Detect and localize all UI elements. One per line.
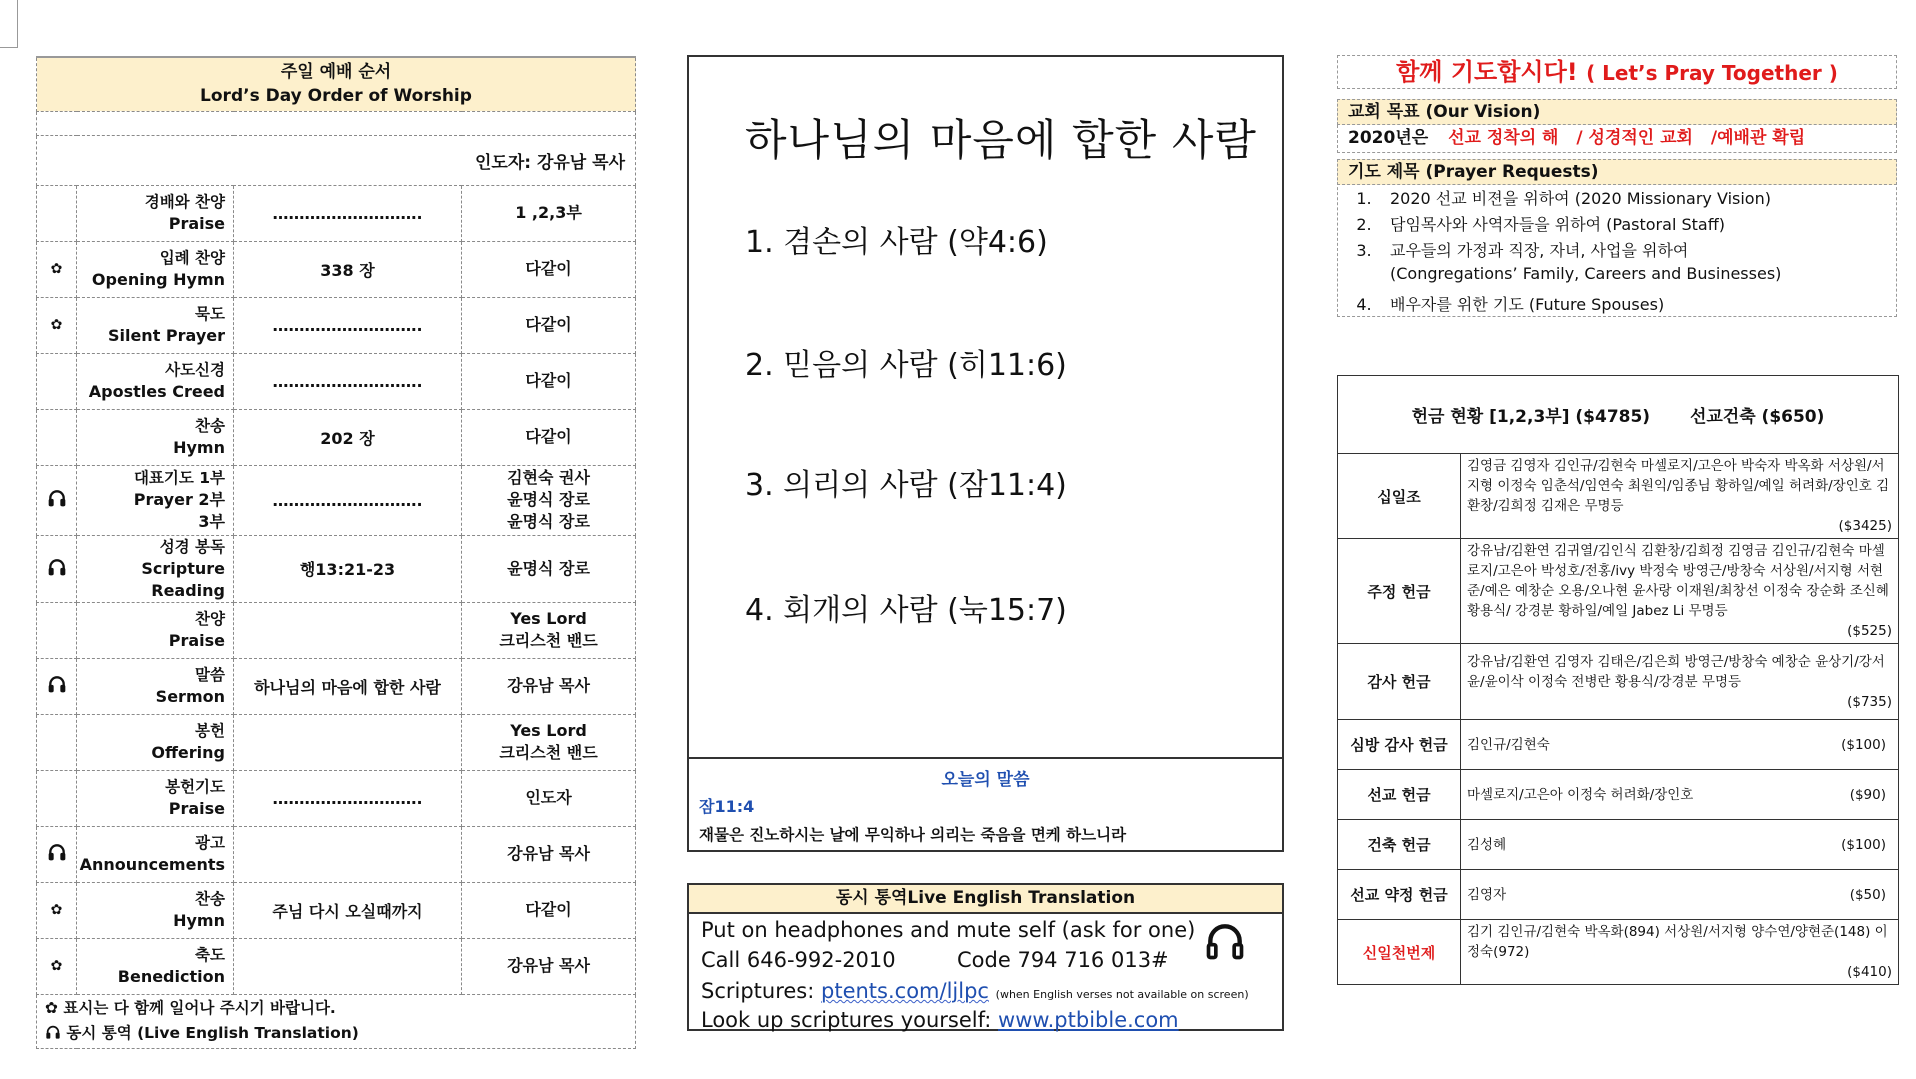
offering-amount: ($50) (1849, 886, 1886, 903)
worship-row (37, 882, 636, 938)
scriptures-note: (when English verses not available on screen) (995, 988, 1249, 1001)
item-name-ko: 봉헌 (195, 722, 225, 740)
prayer-requests-list (1337, 182, 1897, 317)
item-person: 다같이 (525, 900, 572, 919)
offering-amount: ($410) (1847, 964, 1892, 980)
request-number: 3. (1356, 241, 1372, 260)
sermon-panel (687, 55, 1284, 852)
offering-names: 강유남/김환연 김영자 김태은/김은희 방영근/방창숙 예창순 윤상기/강서윤/윤이삭 이정숙 전병란 황용식/강경분 무명등 (1467, 653, 1885, 690)
scriptures-label: Scriptures: (701, 979, 822, 1003)
item-name-extra: 3부 (198, 512, 225, 531)
offering-category: 선교 헌금 (1338, 770, 1461, 820)
worship-row (37, 535, 636, 602)
item-person-cell (462, 602, 636, 658)
item-name-en: Hymn (173, 911, 225, 930)
item-name-cell (77, 353, 234, 409)
worship-row (37, 353, 636, 409)
item-person-cell (462, 938, 636, 994)
todays-verse-text: 재물은 진노하시는 날에 무익하나 의리는 죽음을 면케 하느니라 (699, 826, 1127, 844)
worship-row (37, 465, 636, 535)
item-name-ko: 광고 (195, 834, 225, 852)
worship-spacer (37, 111, 636, 135)
worship-title-en: Lord’s Day Order of Worship (200, 86, 472, 107)
headphones-icon (1203, 919, 1247, 963)
item-person-cell (462, 297, 636, 353)
item-person: 강유남 목사 (507, 676, 590, 695)
item-name-cell (77, 770, 234, 826)
offering-names-cell (1461, 454, 1899, 539)
item-person-cell (462, 770, 636, 826)
item-name-ko: 말씀 (195, 666, 225, 684)
request-text: 교우들의 가정과 직장, 자녀, 사업을 위하여 (1390, 241, 1689, 260)
item-name-ko: 봉헌기도 (165, 778, 225, 796)
vision-year: 2020년은 (1348, 128, 1429, 148)
offering-names: 김기 김인규/김현숙 박옥화(894) 서상원/서지형 양수연/양현준(148) 이정숙(972) (1467, 924, 1888, 960)
offering-names-cell (1461, 644, 1899, 720)
offering-names: 강유남/김환연 김귀열/김인식 김환창/김희정 김영금 김인규/김현숙 마셀로지/고은아 박성호/전홍/ivy 박정숙 방영근/방창숙 서상원/서지형 서현준/예은 예창순 오용/오나현 윤사랑 이재원/최창선 이정숙 장순화 조신혜 황용식/ 강경분 황하일/예일 Jabez Li 무명등 (1467, 543, 1889, 619)
item-name-en: Offering (151, 743, 225, 762)
request-number: 1. (1356, 189, 1372, 208)
offering-names-cell (1461, 820, 1899, 870)
pray-banner (1337, 55, 1897, 89)
item-name-en: Hymn (173, 438, 225, 457)
item-person-3: 윤명식 장로 (507, 512, 590, 531)
item-person-2: 크리스천 밴드 (499, 631, 598, 650)
standing-note: ✿ 표시는 다 함께 일어나 주시기 바랍니다. (45, 999, 336, 1017)
item-detail: 338 장 (234, 241, 462, 297)
offering-total: 헌금 현황 [1,2,3부] ($4785) (1411, 407, 1651, 427)
item-name-ko: 찬송 (195, 890, 225, 908)
item-person: 다같이 (525, 315, 572, 334)
pray-banner-en: ( Let’s Pray Together ) (1586, 61, 1838, 85)
item-person: 다같이 (525, 371, 572, 390)
prayer-request-item (1338, 292, 1664, 315)
item-name-cell (77, 882, 234, 938)
offering-row (1338, 920, 1899, 985)
worship-row (37, 241, 636, 297)
prayer-requests-header: 기도 제목 (Prayer Requests) (1337, 159, 1897, 185)
item-detail: 202 장 (234, 409, 462, 465)
worship-title-ko: 주일 예배 순서 (280, 62, 392, 83)
offering-header (1338, 376, 1899, 454)
offering-names: 김성혜 (1467, 836, 1507, 853)
item-name-cell (77, 535, 234, 602)
offering-names: 김영자 (1467, 886, 1507, 903)
translation-instruction: Put on headphones and mute self (ask for one) (701, 918, 1196, 942)
offering-names: 김영금 김영자 김인규/김현숙 마셀로지/고은아 박숙자 박옥화 서상원/서지형 이정숙 임춘석/임연숙 최원익/임종님 황하일/예일 허려화/장인호 김환창/김희정 김재은 무명등 (1467, 458, 1890, 514)
item-icon-cell (37, 882, 77, 938)
item-name-ko: 찬양 (195, 610, 225, 628)
offering-amount: ($90) (1849, 786, 1886, 803)
offering-row (1338, 820, 1899, 870)
item-icon-cell (37, 658, 77, 714)
item-name-cell (77, 409, 234, 465)
item-icon-cell (37, 185, 77, 241)
offering-row (1338, 720, 1899, 770)
item-person: 윤명식 장로 (507, 558, 590, 578)
request-text: 담임목사와 사역자들을 위하여 (Pastoral Staff) (1390, 215, 1725, 234)
offering-category: 건축 헌금 (1338, 820, 1461, 870)
headphones-icon (47, 841, 67, 863)
item-person-cell (462, 826, 636, 882)
vision-goal-3: /예배관 확립 (1710, 128, 1806, 148)
item-name-en: Opening Hymn (91, 270, 225, 289)
item-name-cell (77, 714, 234, 770)
mission-building-total: 선교건축 ($650) (1689, 407, 1825, 427)
item-icon-cell (37, 353, 77, 409)
ptbible-link[interactable]: www.ptbible.com (998, 1008, 1179, 1032)
item-person-cell (462, 465, 636, 535)
item-name-cell (77, 241, 234, 297)
item-name-en: Prayer 2부 (133, 490, 225, 509)
item-detail: 하나님의 마음에 합한 사람 (234, 658, 462, 714)
offering-names-cell (1461, 870, 1899, 920)
offering-row (1338, 644, 1899, 720)
offering-category: 주정 헌금 (1338, 539, 1461, 644)
sermon-point: 2. 믿음의 사람 (히11:6) (745, 348, 1067, 383)
pray-together-panel (1337, 55, 1897, 317)
item-person: 인도자 (525, 788, 572, 807)
item-person-cell (462, 535, 636, 602)
item-detail (234, 938, 462, 994)
worship-row (37, 714, 636, 770)
page-corner-mark (0, 0, 18, 48)
item-name-en: Scripture Reading (141, 558, 225, 600)
item-icon-cell (37, 535, 77, 602)
offering-amount: ($735) (1847, 693, 1892, 710)
item-person: 김현숙 권사 (507, 468, 590, 487)
worship-row (37, 185, 636, 241)
item-name-cell (77, 602, 234, 658)
offering-category: 십일조 (1338, 454, 1461, 539)
item-detail: ………………………. (234, 770, 462, 826)
item-detail: ………………………. (234, 353, 462, 409)
scriptures-link[interactable]: ptents.com/ljlpc (821, 979, 989, 1003)
item-name-cell (77, 297, 234, 353)
offering-amount: ($525) (1847, 623, 1892, 639)
item-name-en: Announcements (79, 855, 225, 874)
call-info (701, 948, 1169, 972)
prayer-request-item (1338, 264, 1781, 283)
offering-names-cell (1461, 770, 1899, 820)
offering-names-cell (1461, 720, 1899, 770)
item-icon-cell (37, 602, 77, 658)
worship-row (37, 409, 636, 465)
live-translation-box (687, 883, 1284, 1031)
worship-row (37, 938, 636, 994)
item-detail (234, 714, 462, 770)
order-of-worship-table (36, 56, 636, 1049)
offering-category: 심방 감사 헌금 (1338, 720, 1461, 770)
offering-category: 선교 약정 헌금 (1338, 870, 1461, 920)
item-detail: 행13:21-23 (234, 535, 462, 602)
worship-row (37, 602, 636, 658)
offering-category: 감사 헌금 (1338, 644, 1461, 720)
meeting-code: Code 794 716 013# (957, 948, 1169, 972)
item-icon-cell (37, 770, 77, 826)
offering-names-cell (1461, 539, 1899, 644)
call-number: Call 646-992-2010 (701, 948, 896, 972)
item-icon-cell (37, 465, 77, 535)
item-name-ko: 사도신경 (165, 361, 225, 379)
item-person-cell (462, 882, 636, 938)
offering-row (1338, 870, 1899, 920)
offering-names-cell (1461, 920, 1899, 985)
item-person-cell (462, 185, 636, 241)
item-detail: 주님 다시 오실때까지 (234, 882, 462, 938)
item-name-en: Sermon (155, 687, 225, 706)
item-person: 강유남 목사 (507, 956, 590, 975)
request-text: (Congregations’ Family, Careers and Businesses) (1390, 264, 1782, 283)
offering-table (1337, 375, 1899, 985)
item-person-2: 크리스천 밴드 (499, 743, 598, 762)
item-person: 강유남 목사 (507, 844, 590, 863)
todays-verse-reference: 잠11:4 (699, 797, 755, 816)
item-person: 다같이 (525, 427, 572, 446)
worship-footnotes (37, 994, 636, 1048)
item-name-cell (77, 938, 234, 994)
offering-row (1338, 454, 1899, 539)
item-icon-cell (37, 938, 77, 994)
item-name-ko: 묵도 (195, 305, 225, 323)
pray-banner-ko: 함께 기도합시다! (1396, 58, 1578, 86)
request-number: 2. (1356, 215, 1372, 234)
worship-header (37, 57, 636, 111)
offering-names: 마셀로지/고은아 이정숙 허려화/장인호 (1467, 786, 1694, 803)
item-person: Yes Lord (510, 609, 587, 628)
item-name-en: Silent Prayer (107, 326, 225, 345)
headphones-icon (45, 1024, 61, 1040)
item-name-en: Praise (168, 214, 225, 233)
item-detail (234, 826, 462, 882)
item-detail (234, 602, 462, 658)
worship-row (37, 297, 636, 353)
item-person-cell (462, 353, 636, 409)
standing-flower-icon: ✿ (50, 958, 63, 974)
item-name-en: Praise (168, 631, 225, 650)
item-detail: ………………………. (234, 465, 462, 535)
sermon-point: 3. 의리의 사람 (잠11:4) (745, 468, 1067, 503)
scriptures-line (701, 979, 1249, 1003)
standing-flower-icon: ✿ (50, 317, 63, 333)
item-name-ko: 대표기도 1부 (133, 469, 225, 487)
item-detail: ………………………. (234, 297, 462, 353)
offering-amount: ($100) (1841, 836, 1886, 853)
item-person-cell (462, 714, 636, 770)
headphones-icon (47, 487, 67, 509)
item-name-cell (77, 658, 234, 714)
headphones-icon (47, 556, 67, 578)
standing-flower-icon: ✿ (50, 902, 63, 918)
offering-amount: ($3425) (1838, 518, 1892, 534)
vision-line (1337, 125, 1897, 153)
item-detail: ………………………. (234, 185, 462, 241)
translation-note-text: 동시 통역 (Live English Translation) (66, 1024, 359, 1042)
item-person: Yes Lord (510, 721, 587, 740)
todays-verse-header: 오늘의 말씀 (941, 770, 1030, 790)
prayer-request-item (1338, 212, 1725, 235)
translation-note (45, 1021, 635, 1046)
offering-amount: ($100) (1841, 736, 1886, 753)
worship-leader: 인도자: 강유남 목사 (37, 135, 636, 185)
vision-goal-1: 선교 정착의 해 (1448, 128, 1559, 148)
item-name-en: Benediction (117, 967, 225, 986)
item-name-ko: 입례 찬양 (159, 249, 225, 267)
item-name-ko: 찬송 (195, 417, 225, 435)
offering-row (1338, 770, 1899, 820)
item-person: 1 ,2,3부 (515, 203, 582, 222)
item-icon-cell (37, 409, 77, 465)
lookup-line (701, 1008, 1179, 1032)
vision-goal-2: / 성경적인 교회 (1576, 128, 1693, 148)
offering-row (1338, 539, 1899, 644)
item-person-cell (462, 241, 636, 297)
worship-row (37, 658, 636, 714)
offering-category: 신일천번제 (1338, 920, 1461, 985)
item-icon-cell (37, 241, 77, 297)
item-name-en: Apostles Creed (88, 382, 225, 401)
translation-header: 동시 통역Live English Translation (689, 885, 1282, 914)
item-person-2: 윤명식 장로 (507, 490, 590, 509)
item-person: 다같이 (525, 259, 572, 278)
item-name-cell (77, 465, 234, 535)
sermon-point: 1. 겸손의 사람 (약4:6) (745, 225, 1048, 260)
item-icon-cell (37, 714, 77, 770)
item-person-cell (462, 658, 636, 714)
request-text: 배우자를 위한 기도 (Future Spouses) (1390, 295, 1665, 314)
item-name-en: Praise (168, 799, 225, 818)
item-name-cell (77, 826, 234, 882)
item-name-ko: 축도 (195, 946, 225, 964)
prayer-request-item (1338, 238, 1688, 261)
item-person-cell (462, 409, 636, 465)
worship-row (37, 826, 636, 882)
todays-verse-box (689, 757, 1282, 850)
item-icon-cell (37, 297, 77, 353)
vision-header: 교회 목표 (Our Vision) (1337, 99, 1897, 125)
request-number: 4. (1356, 295, 1372, 314)
request-text: 2020 선교 비젼을 위하여 (2020 Missionary Vision) (1390, 189, 1771, 208)
item-name-ko: 성경 봉독 (159, 537, 225, 556)
offering-names: 김인규/김현숙 (1467, 736, 1550, 753)
headphones-icon (47, 673, 67, 695)
standing-flower-icon: ✿ (50, 261, 63, 277)
prayer-request-item (1338, 186, 1771, 209)
sermon-title: 하나님의 마음에 합한 사람 (745, 116, 1257, 166)
sermon-point: 4. 회개의 사람 (눅15:7) (745, 593, 1067, 628)
lookup-label: Look up scriptures yourself: (701, 1008, 999, 1032)
item-name-cell (77, 185, 234, 241)
item-name-ko: 경배와 찬양 (144, 193, 225, 211)
worship-row (37, 770, 636, 826)
item-icon-cell (37, 826, 77, 882)
